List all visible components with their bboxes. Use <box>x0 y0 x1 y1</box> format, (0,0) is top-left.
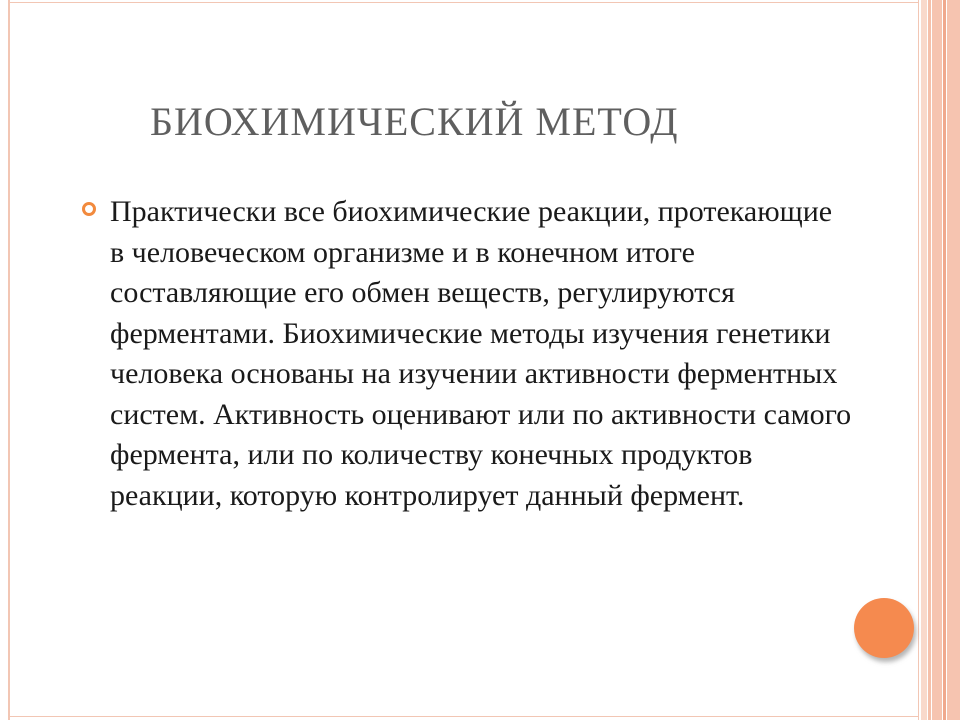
bullet-item <box>82 192 852 516</box>
top-border-line <box>8 2 918 3</box>
bullet-list <box>82 192 852 516</box>
orange-circle-icon <box>854 598 914 658</box>
right-decor-stripe <box>921 0 927 720</box>
right-decor-stripe <box>947 0 960 720</box>
left-border-line <box>8 0 10 720</box>
slide-title: БИОХИМИЧЕСКИЙ МЕТОД <box>150 99 679 144</box>
right-border-line <box>918 0 919 720</box>
right-decor-stripe <box>932 0 942 720</box>
right-decor-stripe <box>943 0 946 720</box>
circle-bullet-icon <box>82 202 96 216</box>
bottom-border-line <box>8 716 918 717</box>
right-decor-stripe <box>928 0 931 720</box>
bullet-text: Практически все биохимические реакции, протекающие в человеческом организме и в конечном итоге составляющие его обмен веществ, регулируются ферментами. Биохимические методы изучения генетики человека основаны на изучении активности ферментных систем. Активность оценивают или по активности самого фермента, или по количеству конечных продуктов реакции, которую контролирует данный фермент. <box>110 195 852 512</box>
